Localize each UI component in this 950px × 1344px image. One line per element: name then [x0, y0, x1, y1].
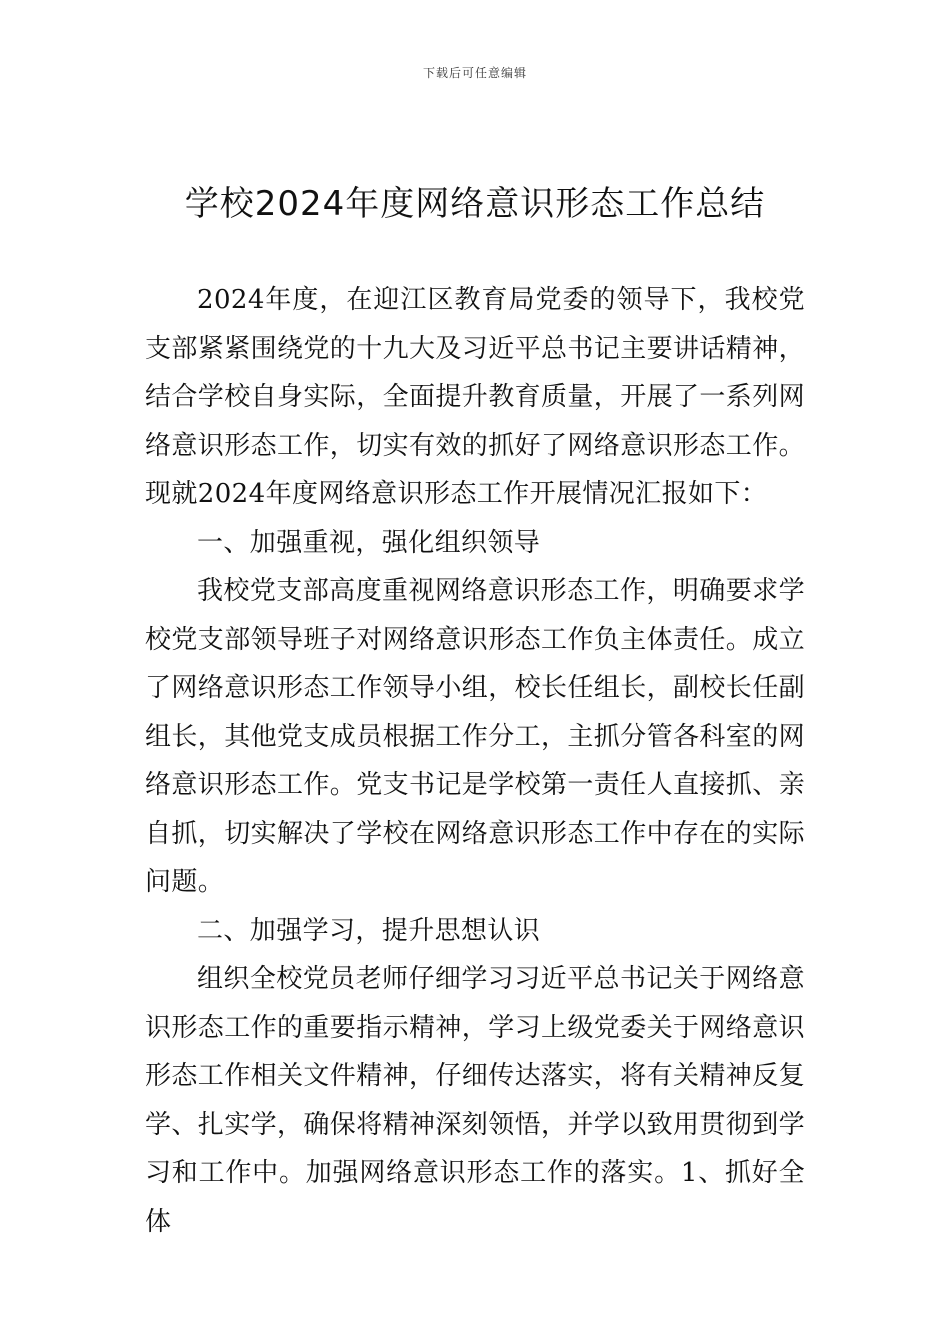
- paragraph-section-1: 我校党支部高度重视网络意识形态工作，明确要求学校党支部领导班子对网络意识形态工作负主体责任。成立了网络意识形态工作领导小组，校长任组长，副校长任副组长，其他党支成员根据工作分工，主抓分管各科室的网络意识形态工作。党支书记是学校第一责任人直接抓、亲自抓，切实解决了学校在网络意识形态工作中存在的实际问题。: [145, 576, 806, 897]
- document-body: [145, 276, 805, 1246]
- section-heading-1: 一、加强重视，强化组织领导: [197, 527, 541, 558]
- header-note: 下载后可任意编辑: [422, 66, 527, 80]
- section-heading-2: 二、加强学习，提升思想认识: [197, 915, 541, 946]
- document-title: 学校2024年度网络意识形态工作总结: [184, 184, 766, 224]
- paragraph-section-2: 组织全校党员老师仔细学习习近平总书记关于网络意识形态工作的重要指示精神，学习上级党委关于网络意识形态工作相关文件精神，仔细传达落实，将有关精神反复学、扎实学，确保将精神深刻领悟，并学以致用贯彻到学习和工作中。加强网络意识形态工作的落实。1、抓好全体: [145, 964, 806, 1237]
- paragraph-intro: 2024年度，在迎江区教育局党委的领导下，我校党支部紧紧围绕党的十九大及习近平总书记主要讲话精神，结合学校自身实际，全面提升教育质量，开展了一系列网络意识形态工作，切实有效的抓好了网络意识形态工作。现就2024年度网络意识形态工作开展情况汇报如下：: [145, 285, 806, 509]
